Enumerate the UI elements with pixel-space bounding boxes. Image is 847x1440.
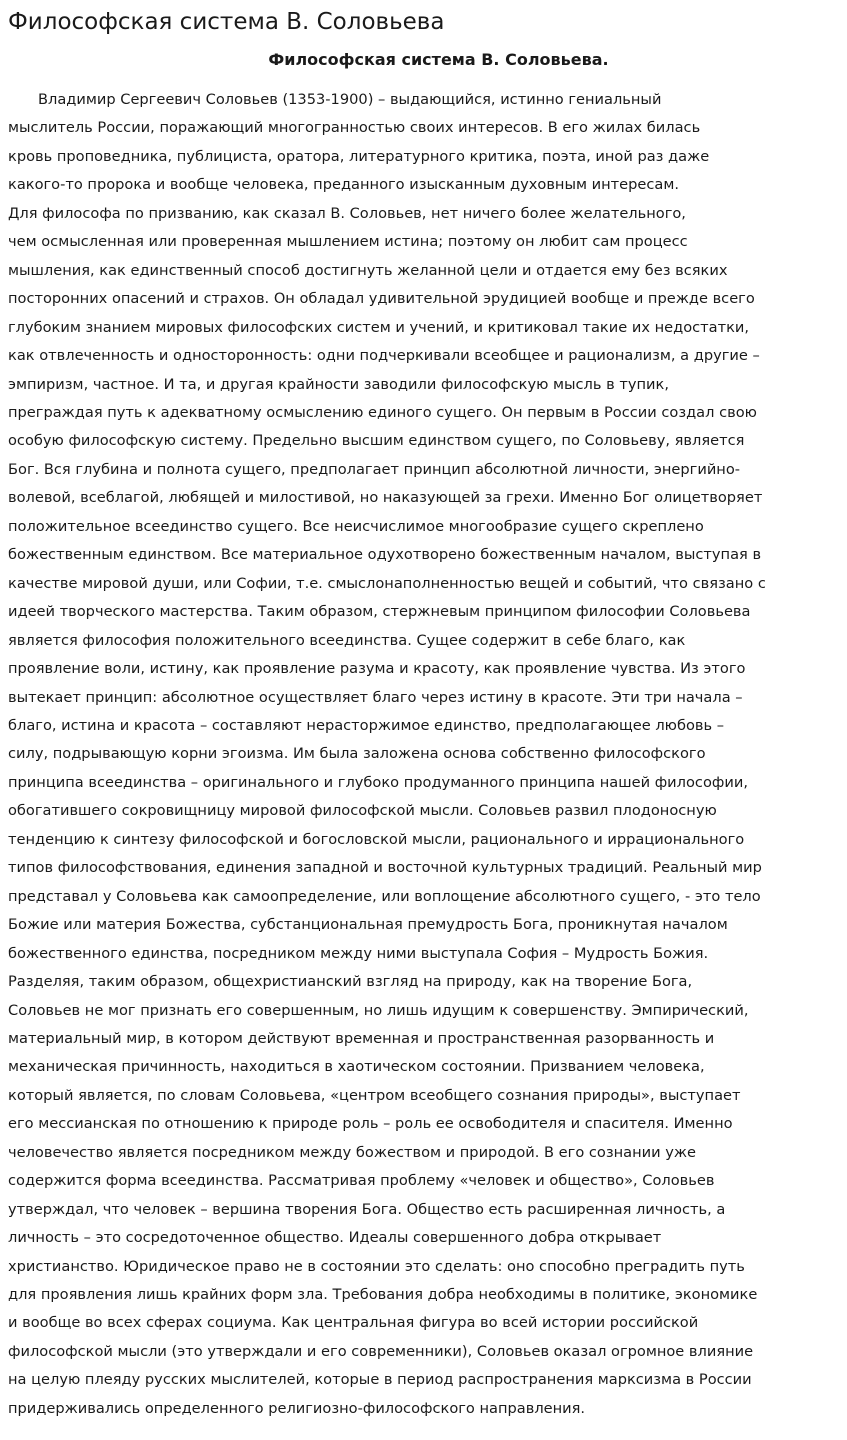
body-text-line: кровь проповедника, публициста, оратора, литературного критика, поэта, иной раз даже [8,147,710,165]
body-text-line: содержится форма всеединства. Рассматривая проблему «человек и общество», Соловьев [8,1172,715,1190]
body-text-line: для проявления лишь крайних форм зла. Требования добра необходимы в политике, экономике [8,1286,758,1304]
page-title: Философская система В. Соловьева [8,9,445,35]
body-text-line: вытекает принцип: абсолютное осуществляет благо через истину в красоте. Эти три начала – [8,688,743,706]
body-text-line: его мессианская по отношению к природе роль – роль ее освободителя и спасителя. Именно [8,1115,733,1133]
body-text-line: божественного единства, посредником между ними выступала София – Мудрость Божия. [8,944,709,962]
body-text-line: качестве мировой души, или Софии, т.е. смыслонаполненностью вещей и событий, что связано с [8,574,766,592]
body-text-line: который является, по словам Соловьева, «центром всеобщего сознания природы», выступает [8,1086,741,1104]
body-text-line: идеей творческого мастерства. Таким образом, стержневым принципом философии Соловьева [8,603,751,621]
body-text-line: мыслитель России, поражающий многогранностью своих интересов. В его жилах билась [8,119,701,137]
body-text-line: божественным единством. Все материальное одухотворено божественным началом, выступая в [8,546,762,564]
body-text-line: на целую плеяду русских мыслителей, которые в период распространения марксизма в России [8,1371,752,1389]
body-text-line: проявление воли, истину, как проявление разума и красоту, как проявление чувства. Из этого [8,660,746,678]
body-text-line: посторонних опасений и страхов. Он обладал удивительной эрудицией вообще и прежде всего [8,290,755,308]
body-text-line: Владимир Сергеевич Соловьев (1353-1900) – выдающийся, истинно гениальный [38,91,662,108]
body-text-line: личность – это сосредоточенное общество. Идеалы совершенного добра открывает [8,1229,662,1247]
body-text-line: мышления, как единственный способ достигнуть желанной цели и отдается ему без всяких [8,261,728,279]
body-text-line: какого-то пророка и вообще человека, преданного изысканным духовным интересам. [8,176,680,194]
body-text-line: волевой, всеблагой, любящей и милостивой, но наказующей за грехи. Именно Бог олицетворяет [8,489,763,507]
body-text-line: представал у Соловьева как самоопределение, или воплощение абсолютного сущего, - это тело [8,887,761,905]
body-text-line: тенденцию к синтезу философской и богословской мысли, рационального и иррационального [8,830,745,848]
body-text-line: положительное всеединство сущего. Все неисчислимое многообразие сущего скреплено [8,517,704,535]
body-text-line: глубоким знанием мировых философских систем и учений, и критиковал такие их недостатки, [8,318,750,336]
body-text-line: Разделяя, таким образом, общехристианский взгляд на природу, как на творение Бога, [8,973,693,991]
body-text-line: преграждая путь к адекватному осмыслению единого сущего. Он первым в России создал свою [8,403,757,421]
article-body [8,86,844,1423]
body-text-line: чем осмысленная или проверенная мышлением истина; поэтому он любит сам процесс [8,233,688,251]
body-text-line: эмпиризм, частное. И та, и другая крайности заводили философскую мысль в тупик, [8,375,669,393]
body-text-line: философской мысли (это утверждали и его современники), Соловьев оказал огромное влияние [8,1342,754,1360]
body-text-line: и вообще во всех сферах социума. Как центральная фигура во всей истории российской [8,1314,699,1332]
document-subtitle: Философская система В. Соловьева. [268,50,609,69]
body-text-line: как отвлеченность и односторонность: одни подчеркивали всеобщее и рационализм, а другие – [8,347,760,365]
body-text-line: особую философскую систему. Предельно высшим единством сущего, по Соловьеву, является [8,432,745,450]
body-text-line: христианство. Юридическое право не в состоянии это сделать: оно способно преградить путь [8,1257,745,1275]
body-text-line: придерживались определенного религиозно-философского направления. [8,1399,586,1417]
body-text-line: механическая причинность, находиться в хаотическом состоянии. Призванием человека, [8,1058,705,1076]
body-text-line: человечество является посредником между божеством и природой. В его сознании уже [8,1143,697,1161]
body-text-line: Божие или материя Божества, субстанциональная премудрость Бога, проникнутая началом [8,916,728,934]
body-text-line: является философия положительного всеединства. Сущее содержит в себе благо, как [8,631,686,649]
body-text-line: утверждал, что человек – вершина творения Бога. Общество есть расширенная личность, а [8,1200,726,1218]
body-text-line: материальный мир, в котором действуют временная и пространственная разорванность и [8,1029,715,1047]
body-text-line: благо, истина и красота – составляют нерасторжимое единство, предполагающее любовь – [8,716,725,734]
body-text-line: силу, подрывающую корни эгоизма. Им была заложена основа собственно философского [8,745,706,763]
body-text-line: Бог. Вся глубина и полнота сущего, предполагает принцип абсолютной личности, энергийно- [8,460,741,478]
body-text-line: Для философа по призванию, как сказал В. Соловьев, нет ничего более желательного, [8,204,686,222]
body-text-line: принципа всеединства – оригинального и глубоко продуманного принципа нашей философии, [8,773,748,791]
body-text-line: Соловьев не мог признать его совершенным, но лишь идущим к совершенству. Эмпирический, [8,1001,749,1019]
body-text-line: обогатившего сокровищницу мировой философской мысли. Соловьев развил плодоносную [8,802,717,820]
body-text-line: типов философствования, единения западной и восточной культурных традиций. Реальный мир [8,859,762,877]
